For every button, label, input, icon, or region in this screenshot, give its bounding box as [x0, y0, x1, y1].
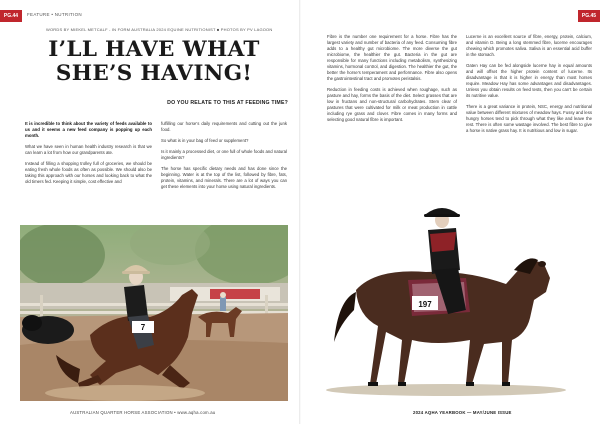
reining-horse-illustration	[20, 225, 288, 401]
paragraph: fulfilling our horse’s daily requirements and cutting out the junk food.	[161, 121, 287, 132]
western-horse-photo	[316, 200, 590, 401]
headline: I’LL HAVE WHAT SHE’S HAVING!	[48, 37, 260, 86]
page-number-right: PG.45	[578, 10, 600, 22]
paragraph: Reduction in feeding costs is achieved when roughage, such as pasture and hay, forms the basis of the diet. Select grasses that are low in fructans and non-structural carbohydrates. Stem clear of pastures that were cultivated for milk or meat production in cattle including rye grass and clover. Fibre comes in many forms and selecting good natural fibre is important.	[327, 87, 457, 122]
page-number-left: PG.44	[0, 10, 22, 22]
reining-horse-photo	[20, 225, 288, 401]
body-column-2	[161, 121, 287, 195]
paragraph: Instead of filling a shopping trolley full of groceries, we should be eating fresh whole foods as often as possible. We should also be taking this approach with our horses and looking back to what the old timers fed. Keeping it simple, cost effective and	[25, 161, 152, 184]
back-number-right-text: 197	[418, 300, 432, 309]
paragraph: Is it mainly a processed diet, or one full of whole foods and natural ingredients?	[161, 149, 287, 160]
byline: WORDS BY MIEKEL METCALF - IN FORM AUSTRALIA 2024 EQUINE NUTRITIONIST ■ PHOTOS BY PV LAGOON	[46, 27, 273, 32]
section-tag: FEATURE • NUTRITION	[27, 12, 82, 17]
paragraph: Lucerne is an excellent source of fibre, energy, protein, calcium, and vitamin D. Being a long stemmed fibre, lucerne encourages chewing which promotes saliva. Saliva is an essential acid buffer in the stomach.	[466, 34, 592, 57]
lead-paragraph: It is incredible to think about the variety of feeds available to us and it seems a new feed company is popping up each month.	[25, 121, 152, 138]
deck: DO YOU RELATE TO THIS AT FEEDING TIME?	[167, 100, 288, 106]
paragraph: So what is in your bag of feed or supplement?	[161, 138, 249, 143]
paragraph: Oaten Hay can be fed alongside lucerne hay in equal amounts and will offset the higher protein content of lucerne. Its disadvantage is that it is higher in energy than most horses require. Meadow Hay has some advantages and disadvantages. Unless you obtain results on feed tests, then you can’t be certain its nutritive value.	[466, 63, 592, 98]
paragraph: What we have seen in human health industry research is that we can learn a lot from how our grandparents ate.	[25, 144, 152, 155]
footer-left: AUSTRALIAN QUARTER HORSE ASSOCIATION • www.aqha.com.au	[70, 410, 216, 415]
body-column-1	[25, 121, 152, 190]
paragraph: There is a great variance in protein, NSC, energy and nutritional value between different mixtures of meadow hays. Fussy and less hungry horses tend to pick through what they like and leave the rest. There is often some wastage involved. The best fibre to give a horse is native grass hay. It is nutritious and low in sugar.	[466, 104, 592, 133]
paragraph: Fibre is the number one requirement for a horse. Fibre has the largest variety and number of bacteria of any feed. Consuming fibre adds to a healthy gut microbiome. The more diverse the gut microbiome, the healthier the gut. Bacteria in the gut are responsible for many functions including metabolism, synthesizing vitamins, hormonal control, and digestion. The healthier the gut, the better the horse’s temperament and performance. Fibre also opens the gastrointestinal tract and promotes peristalsis.	[327, 34, 457, 81]
paragraph: The horse has specific dietary needs and has done since the beginning. Water is at the top of the list, followed by fibre, fats, protein, vitamins, and minerals. There are a lot of ways you can get these elements into your horse using natural ingredients.	[161, 166, 287, 189]
western-horse-illustration	[316, 200, 590, 401]
page-gutter	[299, 0, 301, 424]
body-column-3	[327, 34, 457, 128]
footer-right: 2024 AQHA YEARBOOK — MAY/JUNE ISSUE	[413, 410, 512, 415]
back-number-left-text: 7	[140, 323, 146, 332]
body-column-4	[466, 34, 592, 139]
